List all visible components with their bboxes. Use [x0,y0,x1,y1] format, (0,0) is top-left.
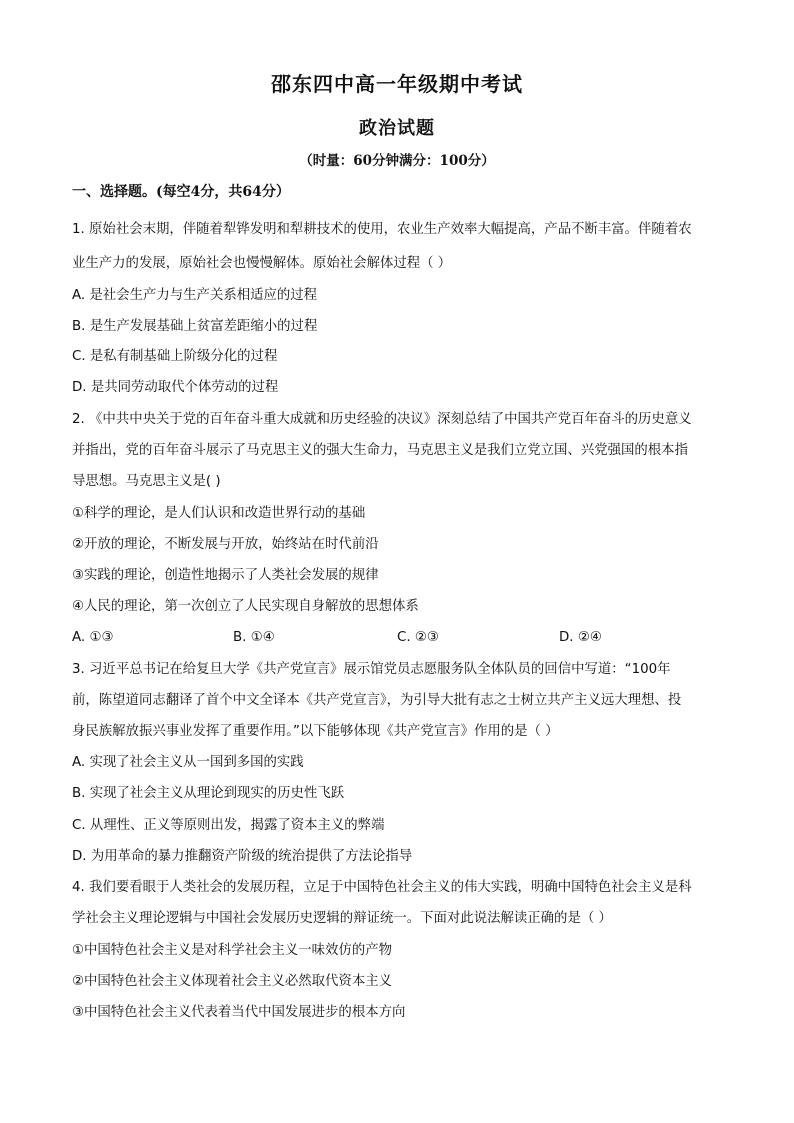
q3-stem-line-1: 3. 习近平总书记在给复旦大学《共产党宣言》展示馆党员志愿服务队全体队员的回信中写道：“100年 [72,662,671,677]
q3-option-d: D. 为用革命的暴力推翻资产阶级的统治提供了方法论指导 [72,849,413,864]
q4-statement-1: ①中国特色社会主义是对科学社会主义一味效仿的产物 [72,943,392,958]
exam-info: （时量：60分钟满分：100分） [299,153,495,169]
q2-option-b: B. ①④ [233,630,275,645]
q2-statement-3: ③实践的理论，创造性地揭示了人类社会发展的规律 [72,568,379,583]
q4-stem-line-1: 4. 我们要看眼于人类社会的发展历程，立足于中国特色社会主义的伟大实践，明确中国特色社会主义是科 [72,880,692,895]
q1-stem-line-1: 1. 原始社会末期，伴随着犁铧发明和犁耕技术的使用，农业生产效率大幅提高，产品不断丰富。伴随着农 [72,222,692,237]
q1-option-b: B. 是生产发展基础上贫富差距缩小的过程 [72,319,318,334]
q2-statement-4: ④人民的理论，第一次创立了人民实现自身解放的思想体系 [72,599,419,614]
school-exam-title: 邵东四中高一年级期中考试 [271,72,523,96]
q2-option-d: D. ②④ [559,630,602,645]
subject-title: 政治试题 [359,118,435,139]
q2-option-a: A. ①③ [72,630,114,645]
q2-statement-2: ②开放的理论，不断发展与开放，始终站在时代前沿 [72,537,379,552]
q4-stem-line-2: 学社会主义理论逻辑与中国社会发展历史逻辑的辩证统一。下面对此说法解读正确的是（ ） [72,911,612,926]
q2-option-c: C. ②③ [397,630,439,645]
q3-stem-line-2: 前，陈望道同志翻译了首个中文全译本《共产党宣言》，为引导大批有志之士树立共产主义远大理想、投 [72,693,682,708]
q2-stem-line-3: 导思想。马克思主义是( ) [72,474,221,489]
q4-statement-3: ③中国特色社会主义代表着当代中国发展进步的根本方向 [72,1005,406,1020]
q1-option-c: C. 是私有制基础上阶级分化的过程 [72,349,278,364]
q1-stem-line-2: 业生产力的发展，原始社会也慢慢解体。原始社会解体过程（ ） [72,256,452,271]
q3-option-b: B. 实现了社会主义从理论到现实的历史性飞跃 [72,786,345,801]
section-heading: 一、选择题。(每空4分，共64分） [72,184,290,200]
q3-option-a: A. 实现了社会主义从一国到多国的实践 [72,755,304,770]
q2-stem-line-2: 并指出，党的百年奋斗展示了马克思主义的强大生命力，马克思主义是我们立党立国、兴党强国的根本指 [72,443,688,458]
q4-statement-2: ②中国特色社会主义体现着社会主义必然取代资本主义 [72,974,392,989]
q1-option-d: D. 是共同劳动取代个体劳动的过程 [72,380,279,395]
q1-option-a: A. 是社会生产力与生产关系相适应的过程 [72,288,318,303]
q3-option-c: C. 从理性、正义等原则出发，揭露了资本主义的弊端 [72,818,385,833]
q2-statement-1: ①科学的理论，是人们认识和改造世界行动的基础 [72,506,366,521]
q2-stem-line-1: 2. 《中共中央关于党的百年奋斗重大成就和历史经验的决议》深刻总结了中国共产党百年奋斗的历史意义 [72,412,692,427]
q3-stem-line-3: 身民族解放振兴事业发挥了重要作用。”以下能够体现《共产党宣言》作用的是（ ） [72,724,559,739]
